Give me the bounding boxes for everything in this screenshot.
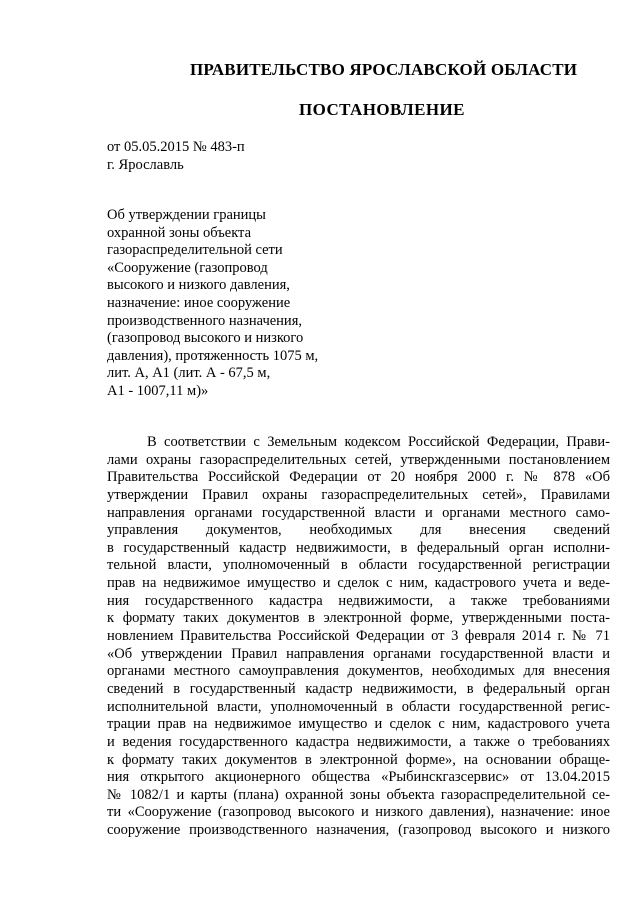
body-line: сведений в государственный кадастр недвижимости, в федеральный орган <box>107 680 610 697</box>
body-line: № 1082/1 и карты (плана) охранной зоны объекта газораспределительной се- <box>107 786 610 803</box>
body-line: В соответствии с Земельным кодексом Российской Федерации, Прави- <box>147 434 610 450</box>
subject-line: «Сооружение (газопровод <box>107 259 268 276</box>
subject-line: давления), протяженность 1075 м, <box>107 347 319 364</box>
subject-line: охранной зоны объекта <box>107 224 252 241</box>
body-line: к формату таких документов в электронной форме, утвержденными поста- <box>107 610 610 627</box>
subject-line: (газопровод высокого и низкого <box>107 330 304 347</box>
body-line: ния государственного кадастра недвижимости, а также требованиями <box>107 592 610 609</box>
body-line: утверждении Правил охраны газораспределительных сетей», Правилами <box>107 486 610 503</box>
document-body <box>107 434 610 840</box>
document-meta <box>107 138 245 174</box>
document-type-heading: ПОСТАНОВЛЕНИЕ <box>299 100 465 119</box>
body-line: органами местного самоуправления документов, необходимых для внесения <box>107 663 610 680</box>
subject-line: газораспределительной сети <box>107 242 283 259</box>
body-line: в государственный кадастр недвижимости, в федеральный орган исполни- <box>107 539 610 556</box>
document-date-number: от 05.05.2015 № 483-п <box>107 139 245 155</box>
body-line: трации прав на недвижимое имущество и сделок с ним, кадастрового учета <box>107 716 610 733</box>
body-line: новлением Правительства Российской Федерации от 3 февраля 2014 г. № 71 <box>107 628 610 645</box>
body-line: лами охраны газораспределительных сетей, утвержденными постановлением <box>107 451 610 468</box>
document-subject <box>107 207 318 401</box>
government-title: ПРАВИТЕЛЬСТВО ЯРОСЛАВСКОЙ ОБЛАСТИ <box>190 60 578 79</box>
body-line: прав на недвижимое имущество и сделок с ним, кадастрового учета и веде- <box>107 575 610 592</box>
body-line: к формату таких документов в электронной форме», на основании обраще- <box>107 751 610 768</box>
subject-line: лит. А, А1 (лит. А - 67,5 м, <box>107 365 271 382</box>
body-line: Правительства Российской Федерации от 20 ноября 2000 г. № 878 «Об <box>107 469 610 486</box>
body-line: и ведения государственного кадастра недвижимости, а также о требованиях <box>107 733 610 750</box>
body-line: управления документов, необходимых для внесения сведений <box>107 522 610 539</box>
body-line: направления органами государственной власти и органами местного само- <box>107 504 610 521</box>
body-line: «Об утверждении Правил направления органами государственной власти и <box>107 645 610 662</box>
body-line: исполнительной власти, уполномоченный в области государственной регис- <box>107 698 610 715</box>
subject-line: Об утверждении границы <box>107 207 266 223</box>
subject-line: высокого и низкого давления, <box>107 277 290 294</box>
subject-line: А1 - 1007,11 м)» <box>107 382 209 399</box>
body-line: сооружение производственного назначения, (газопровод высокого и низкого <box>107 822 610 839</box>
body-line: тельной власти, уполномоченный в области государственной регистрации <box>107 557 610 574</box>
body-line: ния открытого акционерного общества «Рыбинскгазсервис» от 13.04.2015 <box>107 769 610 786</box>
document-city: г. Ярославль <box>107 157 184 173</box>
subject-line: назначение: иное сооружение <box>107 294 291 311</box>
body-line: ти «Сооружение (газопровод высокого и низкого давления), назначение: иное <box>107 804 610 821</box>
subject-line: производственного назначения, <box>107 312 302 329</box>
